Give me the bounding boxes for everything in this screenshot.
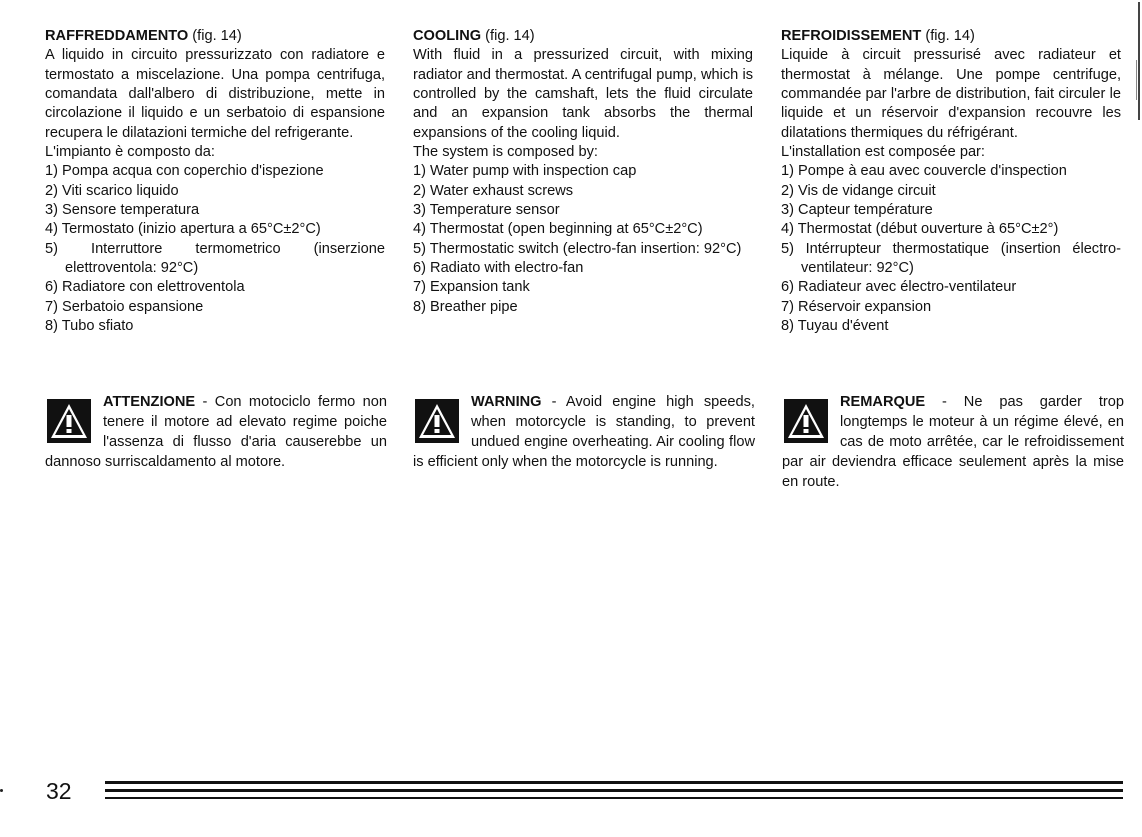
list-item: 4) Thermostat (début ouverture à 65°C±2°) — [781, 221, 1059, 238]
warning-triangle-icon — [415, 399, 459, 443]
list-item: 1) Pompe à eau avec couvercle d'inspection — [781, 163, 1067, 180]
description-french: Liquide à circuit pressurisé avec radiateur et thermostat à mélange. Une pompe centrifuge, commandée par l'arbre de distribution, fait circuler le liquide et un réservoir d'expansion recouvre les dilatations thermiques du réfrigérant. — [781, 47, 1121, 141]
list-item: 7) Serbatoio espansione — [45, 298, 204, 315]
list-item: 1) Pompa acqua con coperchio d'ispezione — [45, 163, 324, 180]
column-italian — [45, 27, 385, 337]
warning-text-french: - Ne pas garder trop longtemps le moteur à un régime élevé, en cas de moto arrêtée, car le refroidissement par air deviendra efficace seulement après la mise en route. — [782, 394, 1124, 490]
list-item: 7) Expansion tank — [413, 279, 530, 296]
list-intro-english: The system is composed by: — [413, 144, 598, 161]
warning-box-french — [782, 392, 1124, 492]
list-item: 4) Termostato (inizio apertura a 65°C±2°C) — [45, 221, 321, 238]
list-item: 8) Breather pipe — [413, 298, 518, 315]
list-item: 6) Radiato with electro-fan — [413, 260, 584, 277]
warning-label-italian: ATTENZIONE — [103, 394, 196, 410]
section-heading-french: REFROIDISSEMENT (fig. 14) — [781, 28, 975, 44]
list-item: 4) Thermostat (open beginning at 65°C±2°C) — [413, 221, 703, 238]
column-english — [413, 27, 753, 317]
components-list-italian — [45, 162, 385, 336]
list-item: 8) Tuyau d'évent — [781, 318, 889, 335]
column-french — [781, 27, 1121, 337]
warning-box-english — [413, 392, 755, 472]
list-item: 3) Sensore temperatura — [45, 202, 200, 219]
warning-label-english: WARNING — [471, 394, 542, 410]
page-edge-mark — [1136, 60, 1137, 100]
warning-box-italian — [45, 392, 387, 472]
components-list-english — [413, 162, 753, 317]
list-item: 2) Viti scarico liquido — [45, 182, 179, 199]
list-item: 5) Intérrupteur thermostatique (insertion électro-ventilateur: 92°C) — [781, 240, 1121, 277]
footer-rule — [105, 781, 1123, 784]
warning-triangle-icon — [784, 399, 828, 443]
list-intro-french: L'installation est composée par: — [781, 144, 985, 161]
section-heading-italian: RAFFREDDAMENTO (fig. 14) — [45, 28, 242, 44]
list-item: 5) Thermostatic switch (electro-fan insertion: 92°C) — [413, 240, 742, 257]
list-item: 2) Water exhaust screws — [413, 182, 574, 199]
list-item: 3) Temperature sensor — [413, 202, 560, 219]
list-item: 6) Radiateur avec électro-ventilateur — [781, 279, 1017, 296]
list-intro-italian: L'impianto è composto da: — [45, 144, 215, 161]
page-number: 32 — [46, 778, 72, 804]
warning-triangle-icon — [47, 399, 91, 443]
list-item: 8) Tubo sfiato — [45, 318, 134, 335]
list-item: 5) Interruttore termometrico (inserzione elettroventola: 92°C) — [45, 240, 385, 277]
list-item: 1) Water pump with inspection cap — [413, 163, 637, 180]
components-list-french — [781, 162, 1121, 336]
list-item: 3) Capteur température — [781, 202, 933, 219]
warning-text-english: - Avoid engine high speeds, when motorcycle is standing, to prevent undued engine overheating. Air cooling flow is efficient only when the motorcycle is running. — [413, 394, 755, 470]
warning-label-french: REMARQUE — [840, 394, 926, 410]
page-edge-mark — [1138, 2, 1140, 120]
footer-rule — [105, 797, 1123, 799]
list-item: 6) Radiatore con elettroventola — [45, 279, 245, 296]
description-english: With fluid in a pressurized circuit, with mixing radiator and thermostat. A centrifugal pump, which is controlled by the camshaft, lets the fluid circulate and an expansion tank absorbs the thermal expansions of the cooling liquid. — [413, 47, 753, 141]
section-heading-english: COOLING (fig. 14) — [413, 28, 535, 44]
list-item: 7) Réservoir expansion — [781, 298, 932, 315]
description-italian: A liquido in circuito pressurizzato con radiatore e termostato a miscelazione. Una pompa centrifuga, comandata dall'albero di distribuzione, mette in circolazione il liquido e un serbatoio di espansione recupera le dilatazioni termiche del refrigerante. — [45, 47, 385, 141]
footer-rule — [105, 789, 1123, 792]
list-item: 2) Vis de vidange circuit — [781, 182, 936, 199]
margin-dot — [0, 789, 3, 792]
warning-text-italian: - Con motociclo fermo non tenere il motore ad elevato regime poiche l'assenza di flusso d'aria causerebbe un dannoso surriscaldamento al motore. — [45, 394, 387, 470]
